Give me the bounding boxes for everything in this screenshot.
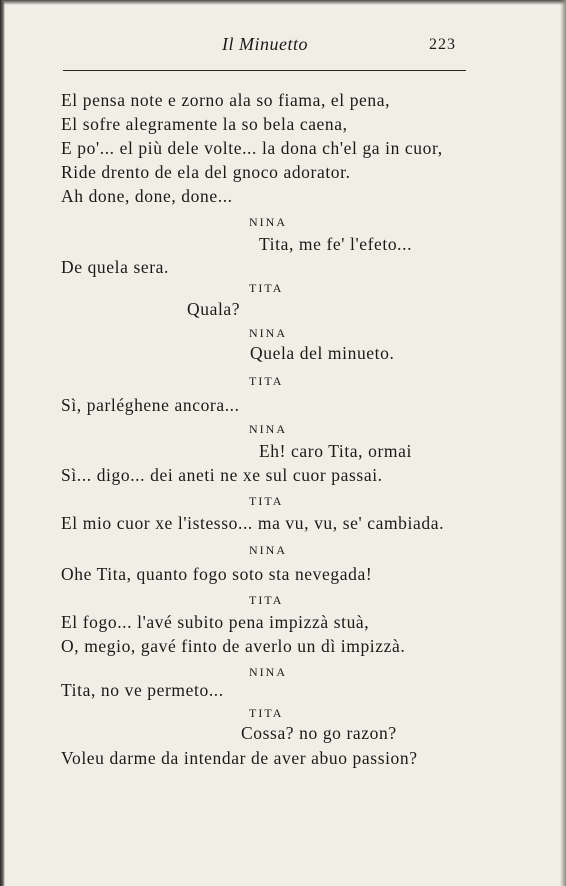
speaker-name: NINA (249, 665, 287, 679)
running-title: Il Minuetto (222, 34, 308, 54)
speaker-name: NINA (249, 326, 287, 340)
verse-line: O, megio, gavé finto de averlo un dì impizzà. (61, 636, 406, 656)
verse-line: Ohe Tita, quanto fogo soto sta nevegada! (61, 564, 373, 584)
speaker-name: TITA (249, 281, 284, 295)
verse-line: E po'... el più dele volte... la dona ch'el ga in cuor, (61, 138, 443, 158)
verse-line: El mio cuor xe l'istesso... ma vu, vu, se' cambiada. (61, 513, 445, 533)
verse-line: Tita, no ve permeto... (61, 680, 224, 700)
speaker-name: TITA (249, 374, 284, 388)
verse-line: Ah done, done, done... (61, 186, 233, 206)
verse-line: Ride drento de ela del gnoco adorator. (61, 162, 351, 182)
verse-line: Sì, parléghene ancora... (61, 395, 240, 415)
page-number: 223 (429, 36, 456, 53)
speaker-name: NINA (249, 215, 287, 229)
verse-line: Quela del minueto. (250, 343, 395, 363)
verse-line: Eh! caro Tita, ormai (259, 441, 412, 461)
speaker-name: TITA (249, 593, 284, 607)
speaker-name: TITA (249, 494, 284, 508)
verse-line: Quala? (187, 299, 241, 319)
verse-line: El pensa note e zorno ala so fiama, el pena, (61, 90, 391, 110)
verse-line: Tita, me fe' l'efeto... (259, 234, 413, 254)
verse-line: Sì... digo... dei aneti ne xe sul cuor passai. (61, 465, 383, 485)
verse-line: El fogo... l'avé subito pena impizzà stuà, (61, 612, 370, 632)
speaker-name: TITA (249, 706, 284, 720)
verse-line: Cossa? no go razon? (241, 723, 397, 743)
verse-line: Voleu darme da intendar de aver abuo passion? (61, 748, 418, 768)
speaker-name: NINA (249, 543, 287, 557)
verse-line: De quela sera. (61, 257, 169, 277)
verse-line: El sofre alegramente la so bela caena, (61, 114, 348, 134)
speaker-name: NINA (249, 422, 287, 436)
